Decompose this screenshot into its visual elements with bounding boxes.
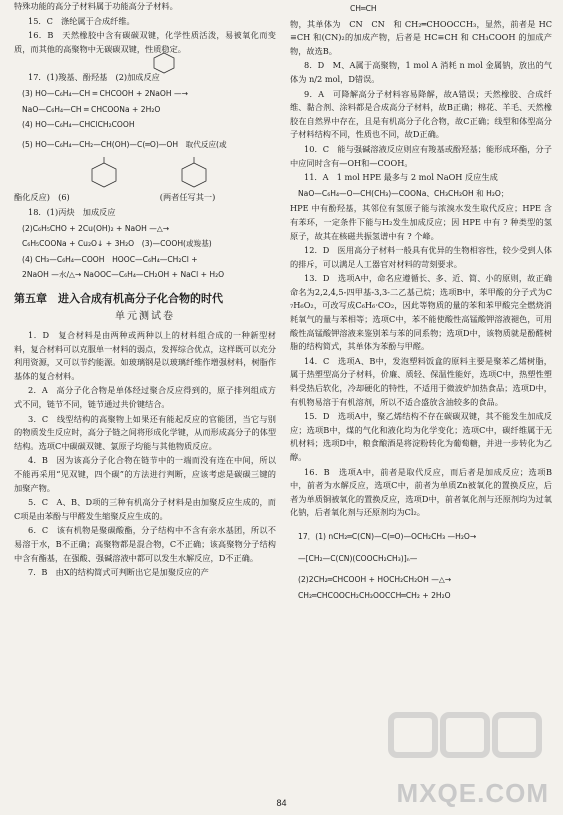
answer-16: 16．B 天然橡胶中含有碳碳双键，化学性质活泼，易被氧化而变质，而其他的高聚物中无碳碳双键，性质稳定。: [14, 30, 276, 54]
answer-text: 特殊功能的高分子材料属于功能高分子材料。: [14, 1, 178, 11]
formula: (5) HO—C₆H₄—CH₂—CH(OH)—C(═O)—OH 取代反应(或: [22, 139, 227, 149]
answer-3: 3．C 线型结构的高聚物上如果还有能起反应的官能团，当它与别的物质发生反应时，高分子链之间将形成化学键，从而形成高分子的体型结构。选项C中碳碳双键、氯原子均能与其他物质反应。: [14, 413, 277, 451]
answer-13: 13．D 选项A中，命名应遵循长、多、近、简、小的原则，故正确命名为2,2,4,5-四甲基-3,3-二乙基己烷；选项B中，苯甲酸的分子式为C₇H₆O₂，可改写成C₆H₆·CO₂，因此等物质的量的苯和苯甲酸完全燃烧消耗氧气的量与苯相等；选项C中，苯不能使酸性高锰酸钾溶液褪色，可用酸性高锰酸钾溶液来鉴别苯与苯的同系物；选项D中，该物质就是酚醛树脂的结构简式，其单体为苯酚与甲醛。: [290, 273, 552, 352]
answer-4: 4．B 因为该高分子化合物在链节中的一端而没有连在中间，所以不能再采用“见双键，四个碳”的方法进行判断，应该考虑是碳碳三键的加聚产物。: [14, 455, 276, 493]
answer-14: 14．C 选项A、B中，发泡塑料饭盒的原料主要是聚苯乙烯树脂，属于热塑型高分子材料，价廉、质轻、保温性能好，选项C中，热塑性塑料受热后软化，冷却硬化的特性，不适用于微波炉加热食品；选项D中，有机物易溶于有机溶剂，所以不适合盛放含油较多的食品。: [290, 355, 552, 407]
answer-15: 15．C 涤纶属于合成纤维。: [28, 15, 135, 26]
formula: (4) CH₃—C₆H₄—COOH HOOC—C₆H₄—CH₂Cl +: [22, 254, 198, 264]
formula: (2)C₆H₅CHO + 2Cu(OH)₂ + NaOH —△→: [22, 223, 170, 233]
formula: NaO—C₆H₄—O—CH(CH₃)—COONa、CH₃CH₂OH 和 H₂O；: [298, 188, 509, 198]
answer-11: 11．A 1 mol HPE 最多与 2 mol NaOH 反应生成: [304, 172, 498, 183]
left-column: [14, 0, 276, 581]
answer-12: 12．D 医用高分子材料一般具有优异的生物相容性，较少受到人体的排斥，可以满足人工器官对材料的苛刻要求。: [290, 245, 552, 269]
answer-text: HPE 中有酚羟基，其邻位有氢原子能与浓溴水发生取代反应；HPE 含有苯环，一定条件下能与H₂发生加成反应；因 HPE 中有 ? 种类型的氢原子，故其在核磁共振氢谱中有 ? 个峰。: [290, 203, 552, 241]
formula: (4) HO—C₆H₄—CHClCH₂COOH: [22, 120, 135, 130]
right-column: [290, 0, 552, 604]
formula: 2NaOH —水/△→ NaOOC—C₆H₄—CH₂OH + NaCl + H₂O: [22, 270, 225, 280]
formula: —[CH₂—C(CN)(COOCH₂CH₃)]ₙ—: [298, 553, 418, 563]
answer-7: 7．B 由X的结构简式可判断出它是加聚反应的产: [28, 567, 209, 578]
answer-18: 18．(1)丙炔 加成反应: [28, 206, 116, 217]
answer-17: 17．(1)羧基、酚羟基 (2)加成反应: [28, 72, 160, 83]
formula: NaO—C₆H₄—CH ═ CHCOONa + 2H₂O: [22, 104, 161, 114]
formula: 17．(1) nCH₂═C(CN)—C(═O)—OCH₂CH₃ —H₂O→: [298, 531, 477, 541]
section-title: 单元测试卷: [115, 310, 175, 322]
answer-text: 酯化反应) (6) (两者任写其一): [14, 192, 216, 203]
answer-15: 15．D 选项A中，聚乙烯结构不存在碳碳双键，其不能发生加成反应；选项B中，煤的气化和液化均为化学变化；选项C中，碳纤维属于无机材料；选项D中，粮食酿酒是将淀粉转化为葡萄糖，并进一步转化为乙醇。: [290, 411, 552, 462]
structure-figure: [14, 157, 276, 191]
answer-1: 1．D 复合材料是由两种或两种以上的材料组合成的一种新型材料，复合材料可以克服单一材料的弱点，发挥综合优点，这样既可以充分利用资源，又可以节约能源。如玻璃钢是以玻璃纤维作增强材料，树脂作基体的复合材料。: [14, 330, 277, 381]
benzene-ring-icon: [144, 49, 194, 77]
answer-8: 8．D M、A属于高聚物，1 mol A 消耗 n mol 金属钠，放出的气体为 n/2 mol，D错误。: [290, 60, 552, 84]
answer-6: 6．C 该有机物是聚碳酸酯，分子结构中不含有亲水基团，所以不易溶于水，B不正确；高聚物都是混合物，C不正确；该高聚物分子结构中含有酯基，在强酸、强碱溶液中都可以发生水解反应，D不正确。: [14, 525, 276, 563]
formula: CH═CH: [350, 4, 377, 13]
benzene-ring-icon: [164, 157, 224, 191]
answer-10: 10．C 能与强碱溶液反应则应有羧基或酚羟基；能形成环酯，分子中应同时含有—OH和—COOH。: [290, 143, 552, 168]
answer-2: 2．A 高分子化合物是单体经过聚合反应得到的，原子排列组成方式不同，链节不同，链节通过共价键结合。: [14, 385, 276, 410]
benzene-ring-icon: [74, 157, 134, 191]
answer-text: 物，其单体为 CN CN 和 CH₂═CHOOCCH₃，显然，前者是 HC≡CH 和(CN)₂的加成产物，后者是 HC≡CH 和 CH₃COOH 的加成产物，故选B。: [290, 18, 552, 56]
watermark-text: MXQE.COM: [396, 778, 549, 808]
formula: C₆H₅COONa + Cu₂O↓ + 3H₂O (3)—COOH(或羧基): [22, 239, 212, 249]
answer-9: 9．A 可降解高分子材料容易降解，故A错误；天然橡胶、合成纤维、黏合剂、涂料都是合成高分子材料，故B正确；棉花、羊毛、天然橡胶在自然界中存在，且是有机高分子化合物，故C正确；线型和体型高分子材料结构不同，性质也不同，故D正确。: [290, 88, 552, 140]
chapter-title: 第五章 进入合成有机高分子化合物的时代: [14, 291, 223, 305]
answer-16: 16．B 选项A中，前者是取代反应，而后者是加成反应；选项B中，前者为水解反应，选项C中，前者为单质Zn被氧化的置换反应，后者为单质铜被氧化的置换反应，选项D中，前者氧化剂与还原剂均为过氧化钠，后者氧化剂与还原剂均为Cl₂。: [290, 466, 552, 518]
formula: (3) HO—C₆H₄—CH ═ CHCOOH + 2NaOH —→: [22, 88, 188, 98]
answer-5: 5．C A、B、D项的三种有机高分子材料是由加聚反应生成的，而C项是由苯酚与甲醛发生缩聚反应生成的。: [14, 497, 276, 521]
structure-figure: [14, 57, 276, 63]
formula: (2)2CH₂═CHCOOH + HOCH₂CH₂OH —△→: [298, 575, 452, 585]
page-number: 84: [276, 798, 287, 808]
formula: CH₂═CHCOOCH₂CH₂OOCCH═CH₂ + 2H₂O: [298, 590, 451, 600]
